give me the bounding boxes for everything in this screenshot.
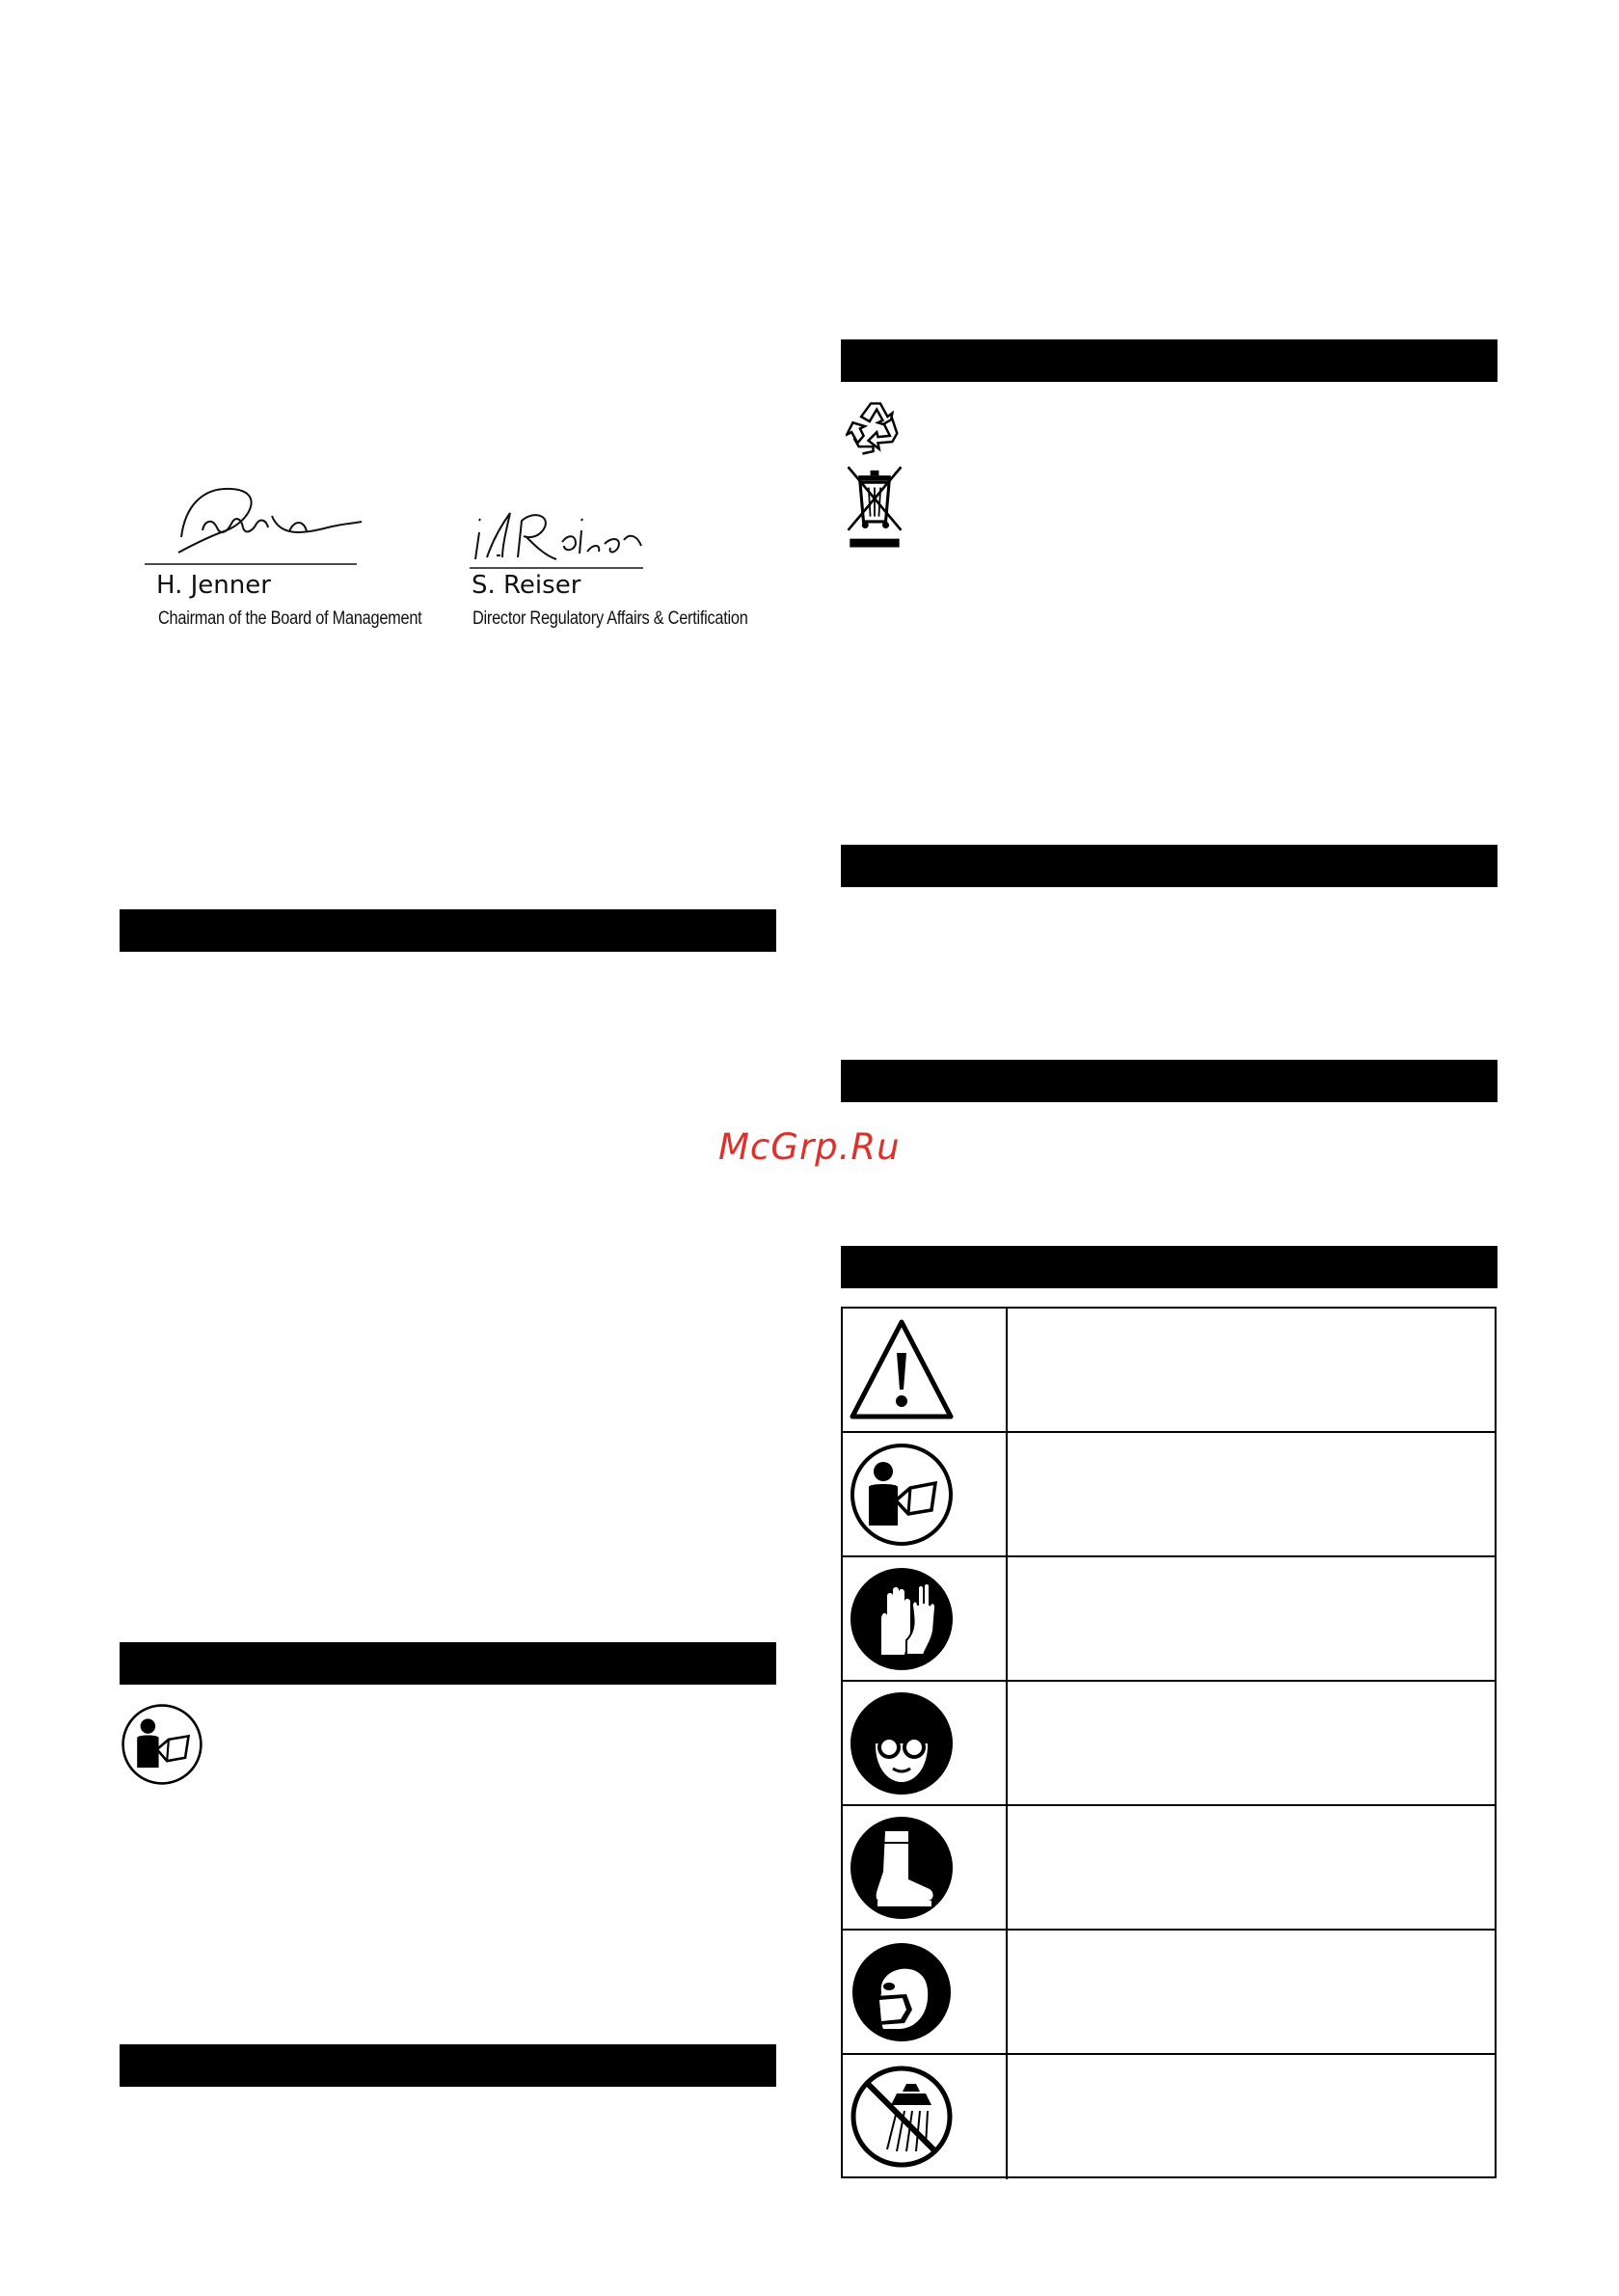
handwritten-signature-reiser — [468, 492, 646, 571]
read-manual-icon — [121, 1703, 203, 1786]
signatory-name: H. Jenner — [156, 571, 271, 600]
signatory-role: Chairman of the Board of Management — [158, 608, 422, 629]
warning-triangle-icon — [849, 1314, 955, 1425]
section-heading-bar — [120, 1642, 776, 1685]
symbol-cell — [843, 1309, 1008, 1431]
section-heading-bar — [120, 909, 776, 952]
section-heading-bar — [120, 2044, 776, 2087]
signatory-role: Director Regulatory Affairs & Certification — [472, 608, 748, 629]
symbol-cell — [843, 2055, 1008, 2179]
symbol-description — [1010, 1931, 1495, 2053]
table-row — [843, 1433, 1495, 1557]
table-row — [843, 1806, 1495, 1931]
section-heading-bar — [841, 845, 1498, 887]
handwritten-signature-jenner — [135, 477, 366, 569]
recycle-icon — [846, 396, 905, 456]
crossed-out-bin-icon — [845, 463, 904, 550]
safety-symbol-table — [841, 1307, 1497, 2178]
wear-gloves-icon — [849, 1563, 955, 1674]
wear-boots-icon — [849, 1812, 955, 1923]
section-heading-bar — [841, 339, 1498, 382]
symbol-description — [1010, 1433, 1495, 1555]
wear-goggles-icon — [849, 1688, 955, 1798]
table-row — [843, 1931, 1495, 2055]
wear-mask-icon — [849, 1936, 955, 2047]
table-row — [843, 1682, 1495, 1806]
symbol-cell — [843, 1557, 1008, 1680]
symbol-description — [1010, 1309, 1495, 1431]
section-heading-bar — [841, 1246, 1498, 1288]
symbol-description — [1010, 1806, 1495, 1929]
symbol-description — [1010, 2055, 1495, 2179]
read-manual-icon — [849, 1439, 955, 1550]
table-row — [843, 1557, 1495, 1682]
symbol-cell — [843, 1806, 1008, 1929]
symbol-description — [1010, 1682, 1495, 1804]
symbol-description — [1010, 1557, 1495, 1680]
symbol-cell — [843, 1931, 1008, 2053]
no-shower-icon — [849, 2061, 955, 2172]
table-row — [843, 1309, 1495, 1433]
table-row — [843, 2055, 1495, 2179]
watermark: McGrp.Ru — [718, 1126, 901, 1168]
symbol-cell — [843, 1682, 1008, 1804]
symbol-cell — [843, 1433, 1008, 1555]
signatory-name: S. Reiser — [472, 571, 581, 600]
section-heading-bar — [841, 1060, 1498, 1102]
